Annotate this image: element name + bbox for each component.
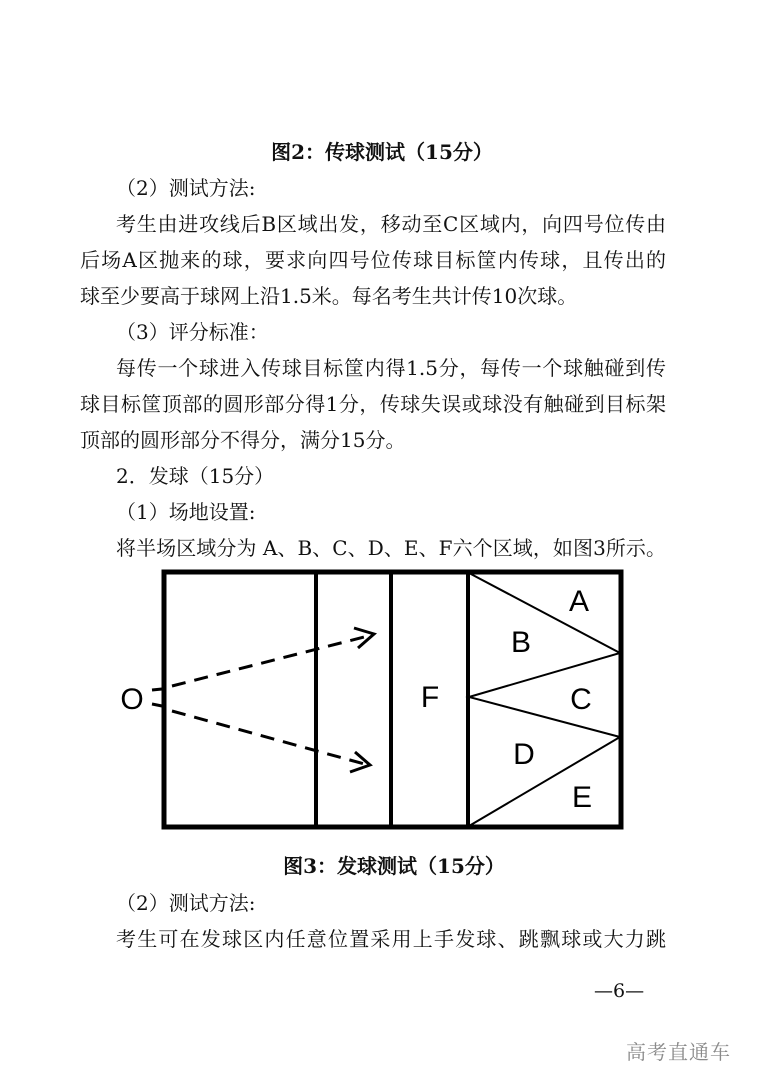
zone-label-d: D [513, 738, 535, 771]
origin-label: O [120, 683, 144, 716]
paragraph-line: （3）评分标准： [116, 320, 269, 344]
zone-label-f: F [420, 681, 440, 714]
section-heading: 2．发球（15分） [116, 464, 275, 488]
paragraph-line: （2）测试方法: [116, 891, 256, 915]
paragraph-line: 考生由进攻线后B区域出发，移动至C区域内，向四号位传由 [116, 212, 666, 236]
serve-trajectory [172, 635, 372, 686]
paragraph-line: 将半场区域分为 A、B、C、D、E、F六个区域，如图3所示。 [116, 536, 666, 560]
figure-2-caption: 图2：传球测试（15分） [271, 140, 493, 164]
zone-triangles [469, 573, 620, 826]
paragraph-line: 球目标筐顶部的圆形部分得1分，传球失误或球没有触碰到目标架 [80, 392, 666, 416]
zone-label-b: B [510, 626, 532, 659]
paragraph-line: （1）场地设置: [116, 500, 256, 524]
zone-label-a: A [568, 585, 590, 618]
figure-3-caption: 图3：发球测试（15分） [283, 854, 505, 878]
zone-label-e: E [571, 781, 593, 814]
paragraph-line: 后场A区抛来的球，要求向四号位传球目标筐内传球，且传出的 [80, 248, 666, 272]
paragraph-line: 球至少要高于球网上沿1.5米。每名考生共计传10次球。 [80, 284, 578, 308]
paragraph-line: （2）测试方法: [116, 176, 256, 200]
paragraph-line: 考生可在发球区内任意位置采用上手发球、跳飘球或大力跳 [116, 927, 666, 951]
watermark: 高考直通车 [626, 1040, 731, 1064]
page-number: —6— [594, 980, 645, 1002]
serve-trajectory [172, 711, 368, 765]
paragraph-line: 顶部的圆形部分不得分，满分15分。 [80, 428, 406, 452]
paragraph-line: 每传一个球进入传球目标筐内得1.5分，每传一个球触碰到传 [116, 356, 666, 380]
zone-label-c: C [570, 683, 592, 716]
